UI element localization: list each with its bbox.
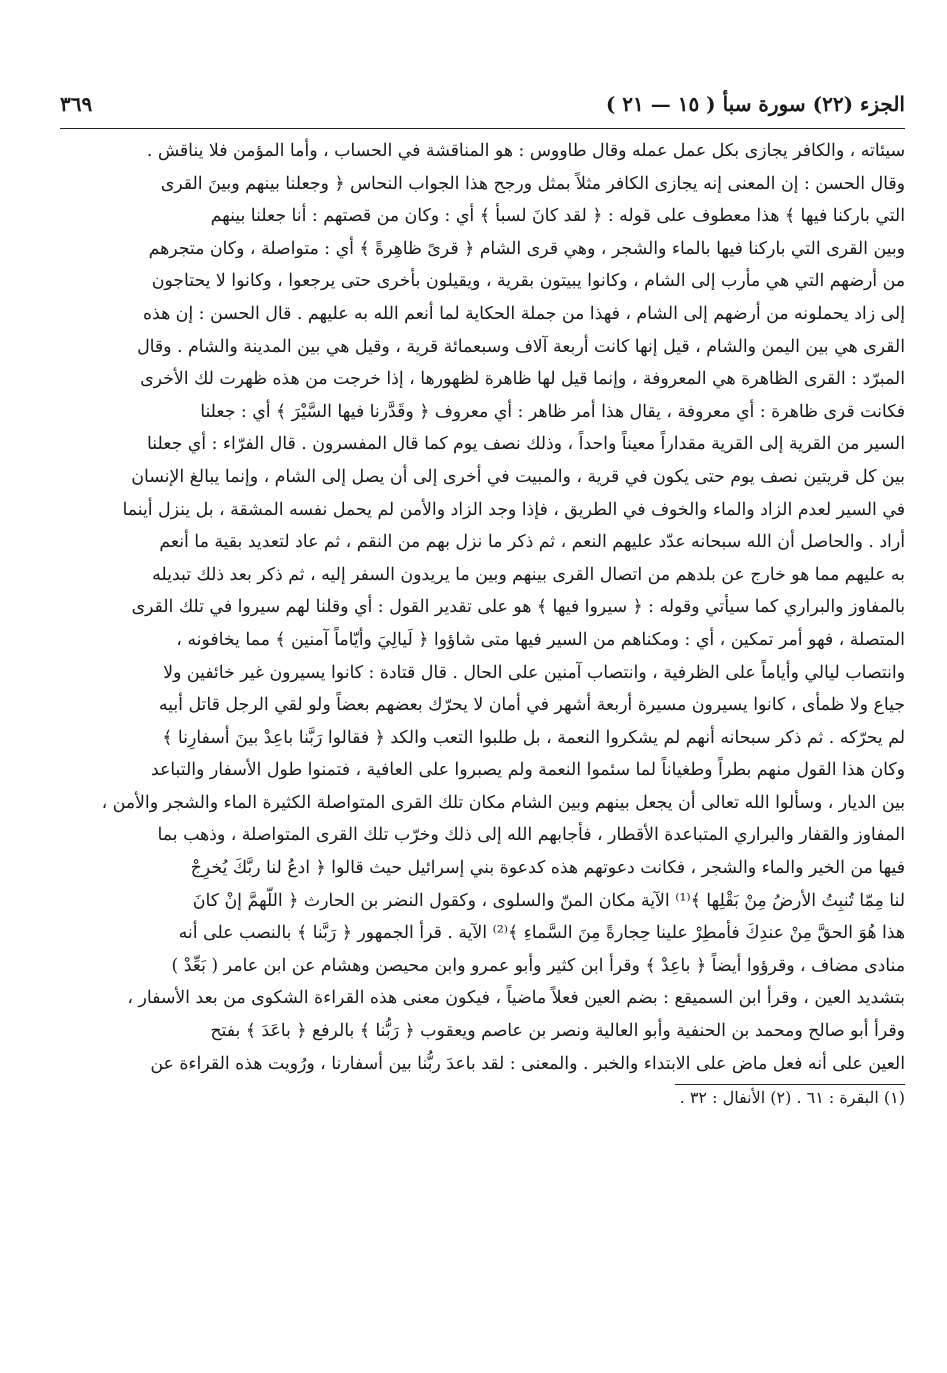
text-line: إلى زاد يحملونه من أرضهم إلى الشام ، فهذا من جملة الحكاية لما أنعم الله به عليهم . قال الحسن : إن هذه [142, 303, 905, 324]
text-line: وانتصاب ليالي وأياماً على الظرفية ، وانتصاب آمنين على الحال . قال قتادة : كانوا يسيرون غير خائفين ولا [163, 662, 905, 683]
page-header [60, 88, 905, 129]
text-line: لنا مِمّا تُنبِتُ الأرضُ مِنْ بَقْلِها ﴾⁽¹⁾ الآية مكان المنّ والسلوى ، وكقول النضر بن الحارث ﴿ اللّهمَّ إنْ كانَ [192, 890, 905, 911]
text-line: العين على أنه فعل ماض على الابتداء والخبر . والمعنى : لقد باعدَ ربُّنا بين أسفارنا ، ورُويت هذه القراءة عن [150, 1053, 905, 1074]
body-text [60, 135, 905, 1080]
text-line: المبرّد : القرى الظاهرة هي المعروفة ، وإنما قيل لها ظاهرة لظهورها ، إذا خرجت من هذه ظهرت لك الأخرى [140, 369, 905, 390]
page-number: ٣٦٩ [60, 92, 93, 116]
text-line: فكانت قرى ظاهرة : أي معروفة ، يقال هذا أمر ظاهر : أي معروف ﴿ وقَدَّرنا فيها السَّيْرَ ﴾ أي : جعلنا [200, 401, 905, 422]
text-line: بالمفاوز والبراري كما سيأتي وقوله : ﴿ سيروا فيها ﴾ هو على تقدير القول : أي وقلنا لهم سيروا في تلك القرى [131, 597, 905, 618]
text-line: التي باركنا فيها ﴾ هذا معطوف على قوله : ﴿ لقد كانَ لسبأ ﴾ أي : وكان من قصتهم : أنا جعلنا بينهم [210, 206, 905, 227]
text-line: وقرأ أبو صالح ومحمد بن الحنفية وأبو العالية ونصر بن عاصم ويعقوب ﴿ رَبُّنا ﴾ بالرفع ﴿ باعَدَ ﴾ بفتح [210, 1021, 905, 1042]
footnotes: (١) البقرة : ٦١ . (٢) الأنفال : ٣٢ . [679, 1088, 905, 1108]
text-line: أراد . والحاصل أن الله سبحانه عدّد عليهم النعم ، ثم ذكر ما نزل بهم من النقم ، ثم عاد لتعديد بقية ما أنعم [159, 532, 905, 553]
text-line: وبين القرى التي باركنا فيها بالماء والشجر ، وهي قرى الشام ﴿ قرىً ظاهِرةً ﴾ أي : متواصلة ، وكان متجرهم [148, 238, 905, 259]
text-line: من أرضهم التي هي مأرب إلى الشام ، وكانوا يبيتون بقرية ، ويقيلون بأخرى حتى يرجعوا ، وكانوا لا يحتاجون [151, 271, 905, 292]
text-line: القرى هي بين اليمن والشام ، قيل إنها كانت أربعة آلاف وسبعمائة قرية ، وقيل هي بين المدينة والشام . وقال [137, 336, 905, 357]
text-line: به عليهم مما هو خارج عن بلدهم من اتصال القرى بينهم وبين ما يريدون السفر إليه ، ثم ذكر بعد ذلك تبديله [152, 564, 905, 585]
text-line: بتشديد العين ، وقرأ ابن السميقع : بضم العين فعلاً ماضياً ، فيكون معنى هذه القراءة الشكوى من بعد الأسفار ، [127, 988, 905, 1009]
text-line: سيئاته ، والكافر يجازى بكل عمل عمله وقال طاووس : هو المناقشة في الحساب ، وأما المؤمن فلا يناقش . [146, 141, 905, 161]
text-line: وقال الحسن : إن المعنى إنه يجازى الكافر مثلاً بمثل ورجح هذا الجواب النحاس ﴿ وجعلنا بينهم وبينَ القرى [160, 173, 905, 194]
text-line: بين الديار ، وسألوا الله تعالى أن يجعل بينهم وبين الشام مكان تلك القرى المتواصلة الكثيرة الماء والشجر والأمن ، [101, 792, 905, 813]
text-line: جياع ولا ظمأى ، كانوا يسيرون مسيرة أربعة أشهر في أمان لا يحرّك بعضهم بعضاً ولو لقي الرجل قاتل أبيه [158, 695, 905, 716]
text-line: في السير لعدم الزاد والماء والخوف في الطريق ، فإذا وجد الزاد والأمن لم يحمل نفسه المشقة ، بل ينزل أينما [122, 499, 905, 520]
text-line: المفاوز والقفار والبراري المتباعدة الأقطار ، فأجابهم الله إلى ذلك وخرّب تلك القرى المتواصلة ، وذهب بما [157, 825, 905, 846]
text-line: منادى مضاف ، وقرؤوا أيضاً ﴿ باعِدْ ﴾ وقرأ ابن كثير وأبو عمرو وابن محيصن وهشام عن ابن عامر ( بَعِّدْ ) [171, 955, 905, 976]
text-line: السير من القرية إلى القرية مقداراً معيناً واحداً ، وذلك نصف يوم كما قال المفسرون . قال الفرّاء : أي جعلنا [147, 434, 905, 455]
running-head: الجزء (٢٢) سورة سبأ ( ١٥ — ٢١ ) [605, 92, 905, 116]
text-line: فيها من الخير والماء والشجر ، فكانت دعوتهم هذه كدعوة بني إسرائيل حيث قالوا ﴿ ادعُ لنا ربَّكَ يُخرِجْ [190, 858, 905, 879]
text-line: هذا هُوَ الحقَّ مِنْ عندِكَ فأمطِرْ علينا حِجارةً مِنَ السَّماءِ ﴾⁽²⁾ الآية . قرأ الجمهور ﴿ رَبَّنا ﴾ بالنصب على أنه [178, 923, 905, 944]
page [60, 88, 905, 1328]
text-line: وكان هذا القول منهم بطراً وطغياناً لما سئموا النعمة ولم يصبروا على العافية ، فتمنوا طول الأسفار والتباعد [150, 760, 905, 781]
text-line: المتصلة ، فهو أمر تمكين ، أي : ومكناهم من السير فيها متى شاؤوا ﴿ لَيالِيَ وأيّاماً آمنين ﴾ مما يخافونه ، [176, 629, 905, 650]
text-line: لم يحرّكه . ثم ذكر سبحانه أنهم لم يشكروا النعمة ، بل طلبوا التعب والكد ﴿ فقالوا رَبَّنا باعِدْ بينَ أسفارِنا ﴾ [162, 727, 905, 748]
text-line: بين كل قريتين نصف يوم حتى يكون في قرية ، والمبيت في أخرى إلى أن يصل إلى الشام ، وإنما يبالغ الإنسان [131, 466, 905, 487]
